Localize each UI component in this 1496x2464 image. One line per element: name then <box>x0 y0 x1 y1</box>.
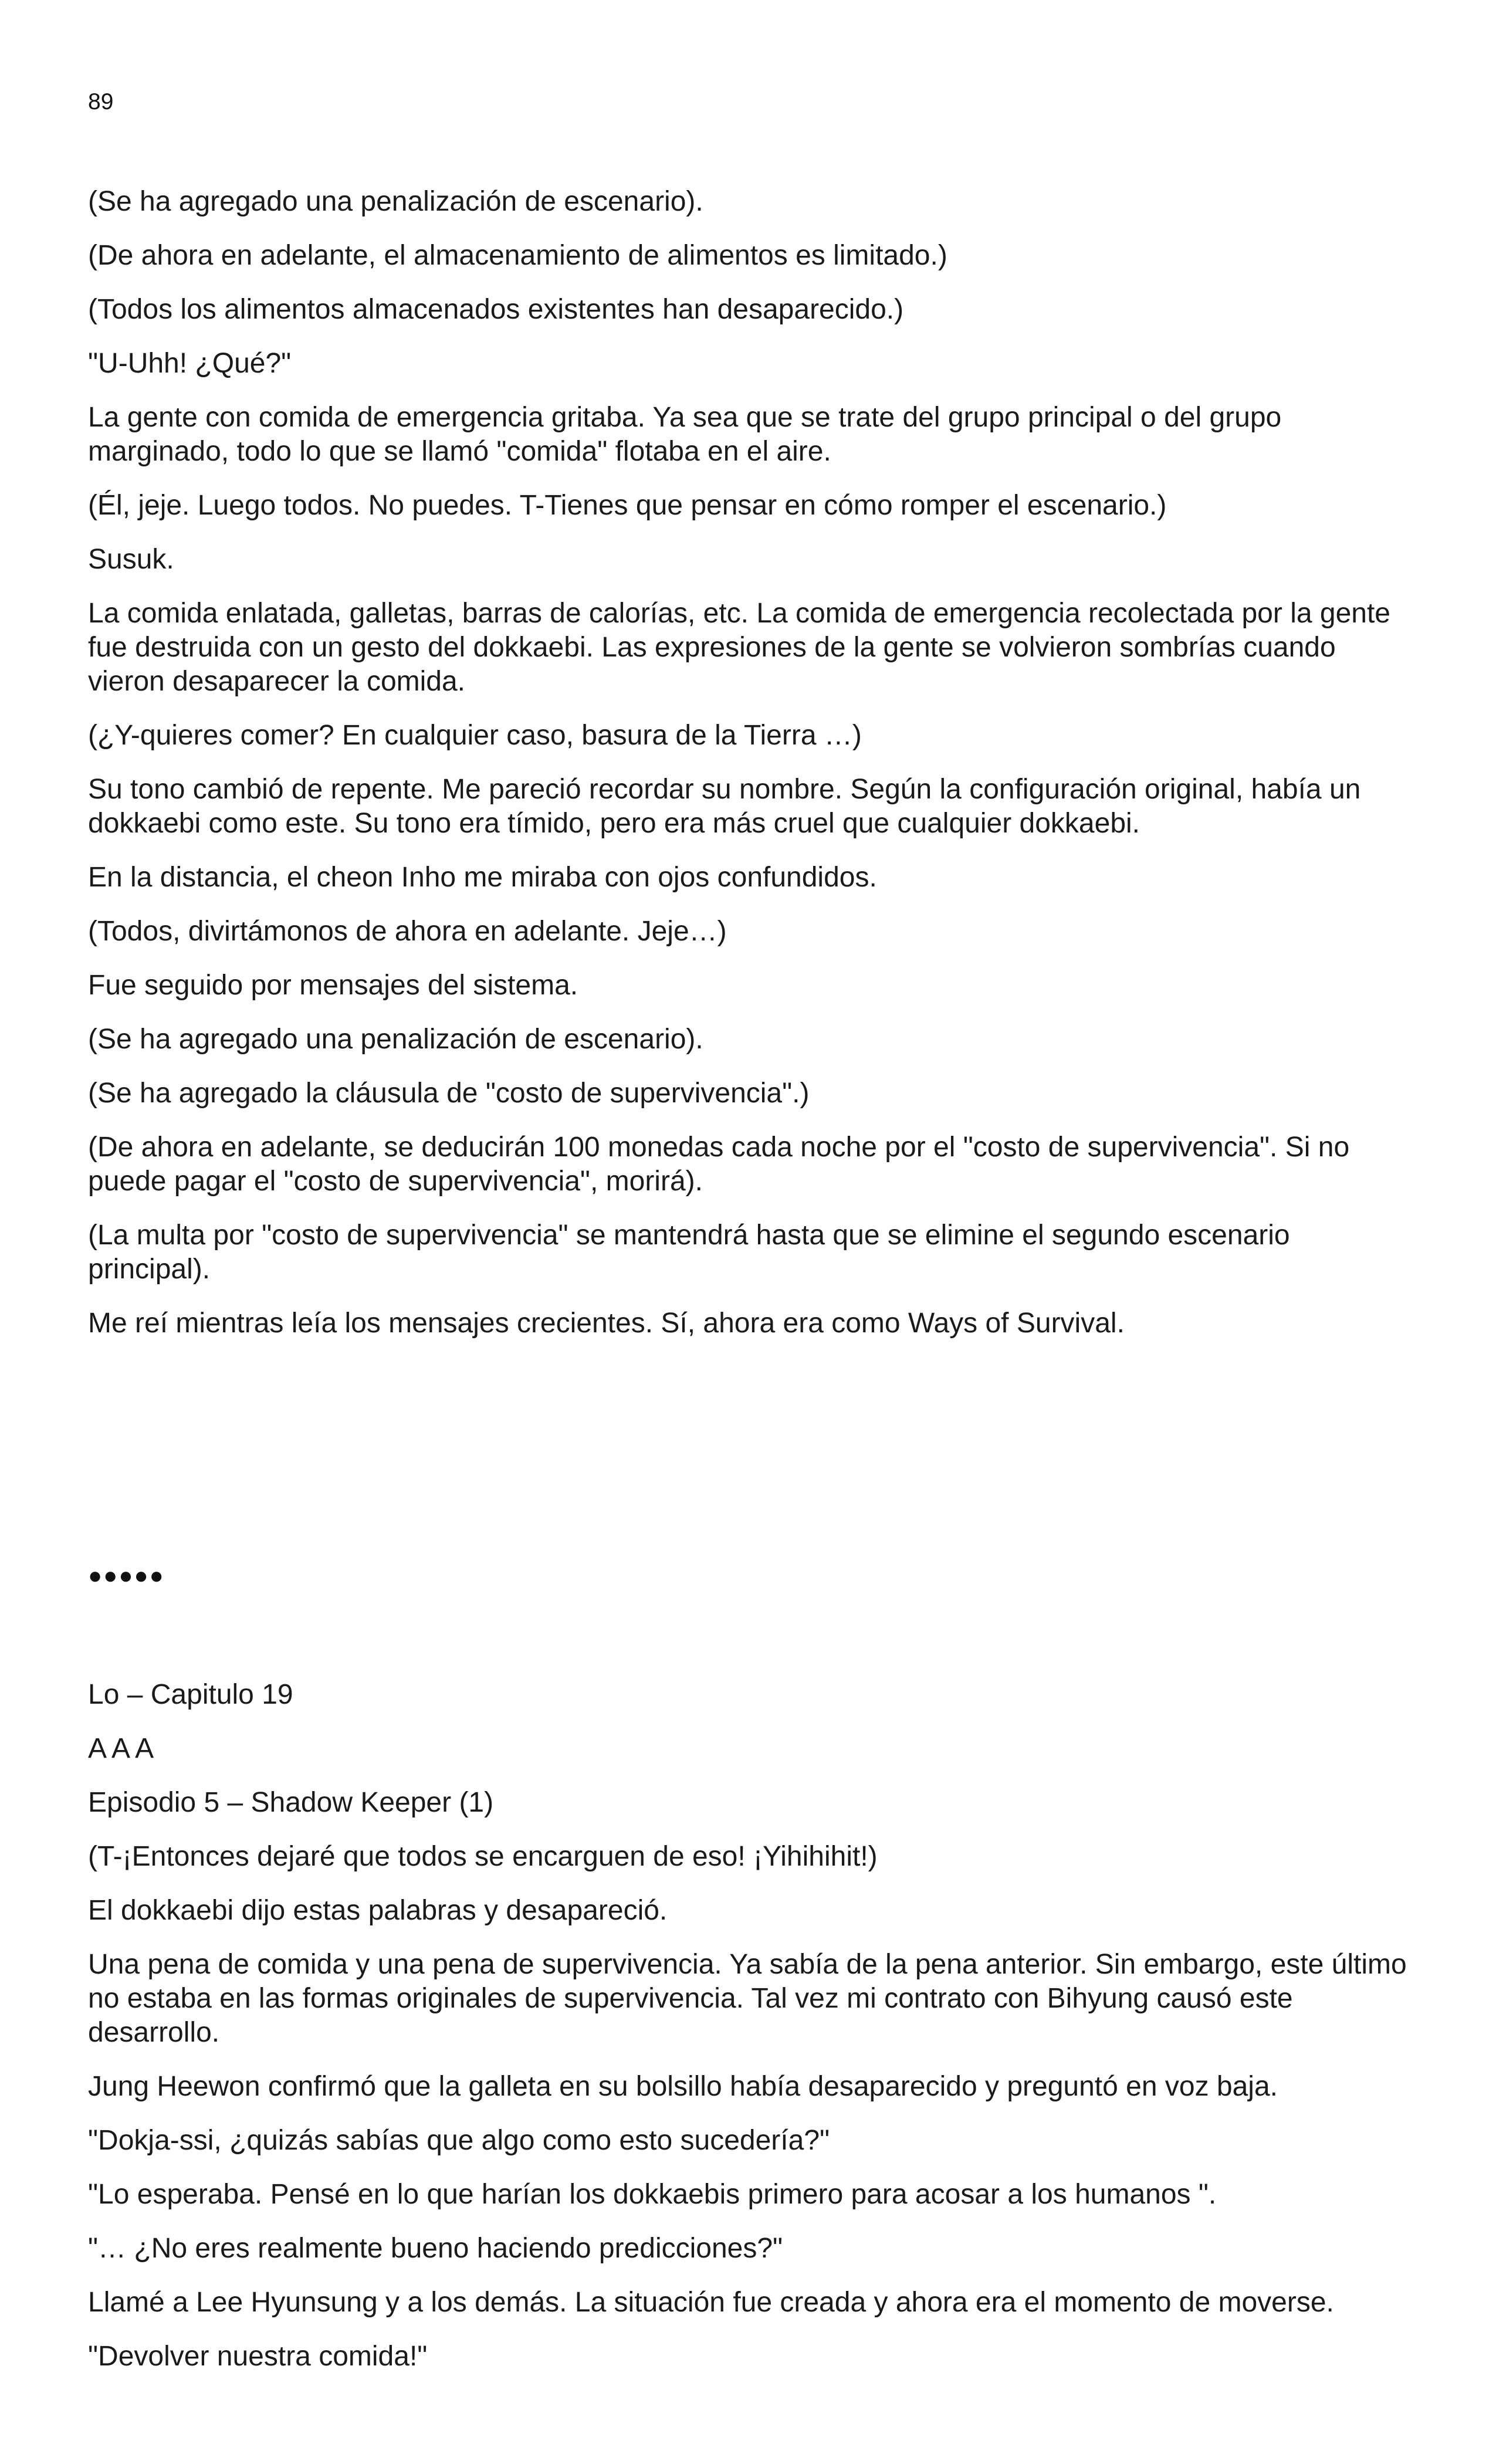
paragraph: (Se ha agregado una penalización de escenario). <box>88 186 703 217</box>
chapter-label: Lo – Capitulo 19 <box>88 1679 293 1710</box>
paragraph: Fue seguido por mensajes del sistema. <box>88 970 578 1001</box>
paragraph: (De ahora en adelante, se deducirán 100 monedas cada noche por el "costo de supervivencia". Si no puede pagar el "costo de supervivencia", morirá). <box>88 1132 1350 1197</box>
paragraph: La comida enlatada, galletas, barras de calorías, etc. La comida de emergencia recolectada por la gente fue destruida con un gesto del dokkaebi. Las expresiones de la gente se volvieron sombrías cuando vieron desaparecer la comida. <box>88 598 1390 697</box>
paragraph: Llamé a Lee Hyunsung y a los demás. La situación fue creada y ahora era el momento de moverse. <box>88 2287 1334 2318</box>
paragraph: (La multa por "costo de supervivencia" se mantendrá hasta que se elimine el segundo escenario principal). <box>88 1220 1290 1285</box>
section-separator: ●●●●● <box>88 1563 165 1589</box>
paragraph: "Devolver nuestra comida!" <box>88 2341 428 2372</box>
paragraph: La gente con comida de emergencia gritaba. Ya sea que se trate del grupo principal o del grupo marginado, todo lo que se llamó "comida" flotaba en el aire. <box>88 402 1282 467</box>
paragraph: (De ahora en adelante, el almacenamiento de alimentos es limitado.) <box>88 240 947 271</box>
paragraph: (¿Y-quieres comer? En cualquier caso, basura de la Tierra …) <box>88 720 862 751</box>
paragraph: "… ¿No eres realmente bueno haciendo predicciones?" <box>88 2233 783 2264</box>
paragraph: Una pena de comida y una pena de supervivencia. Ya sabía de la pena anterior. Sin embargo, este último no estaba en las formas originales de supervivencia. Tal vez mi contrato con Bihyung causó este desarrollo. <box>88 1949 1407 2048</box>
paragraph: "Dokja-ssi, ¿quizás sabías que algo como esto sucedería?" <box>88 2125 830 2156</box>
paragraph: El dokkaebi dijo estas palabras y desapareció. <box>88 1895 668 1926</box>
paragraph: (Él, jeje. Luego todos. No puedes. T-Tienes que pensar en cómo romper el escenario.) <box>88 490 1167 521</box>
paragraph: "Lo esperaba. Pensé en lo que harían los dokkaebis primero para acosar a los humanos ". <box>88 2179 1217 2210</box>
paragraph: "U-Uhh! ¿Qué?" <box>88 348 292 379</box>
paragraph: (Se ha agregado una penalización de escenario). <box>88 1024 703 1055</box>
paragraph: Susuk. <box>88 544 174 575</box>
paragraph: (Todos, divirtámonos de ahora en adelante. Jeje…) <box>88 916 727 947</box>
paragraph: (Se ha agregado la cláusula de "costo de supervivencia".) <box>88 1078 810 1109</box>
paragraph: Jung Heewon confirmó que la galleta en su bolsillo había desaparecido y preguntó en voz baja. <box>88 2071 1278 2102</box>
document-body-top <box>88 185 1414 1360</box>
paragraph: Su tono cambió de repente. Me pareció recordar su nombre. Según la configuración original, había un dokkaebi como este. Su tono era tímido, pero era más cruel que cualquier dokkaebi. <box>88 774 1361 839</box>
paragraph: En la distancia, el cheon Inho me miraba con ojos confundidos. <box>88 862 877 893</box>
document-body-bottom <box>88 1678 1414 2394</box>
text-size-label: A A A <box>88 1733 154 1764</box>
paragraph: (Todos los alimentos almacenados existentes han desaparecido.) <box>88 294 904 325</box>
paragraph: (T-¡Entonces dejaré que todos se encarguen de eso! ¡Yihihihit!) <box>88 1841 878 1872</box>
episode-title: Episodio 5 – Shadow Keeper (1) <box>88 1787 494 1818</box>
paragraph: Me reí mientras leía los mensajes crecientes. Sí, ahora era como Ways of Survival. <box>88 1308 1125 1339</box>
page-number: 89 <box>88 89 114 114</box>
